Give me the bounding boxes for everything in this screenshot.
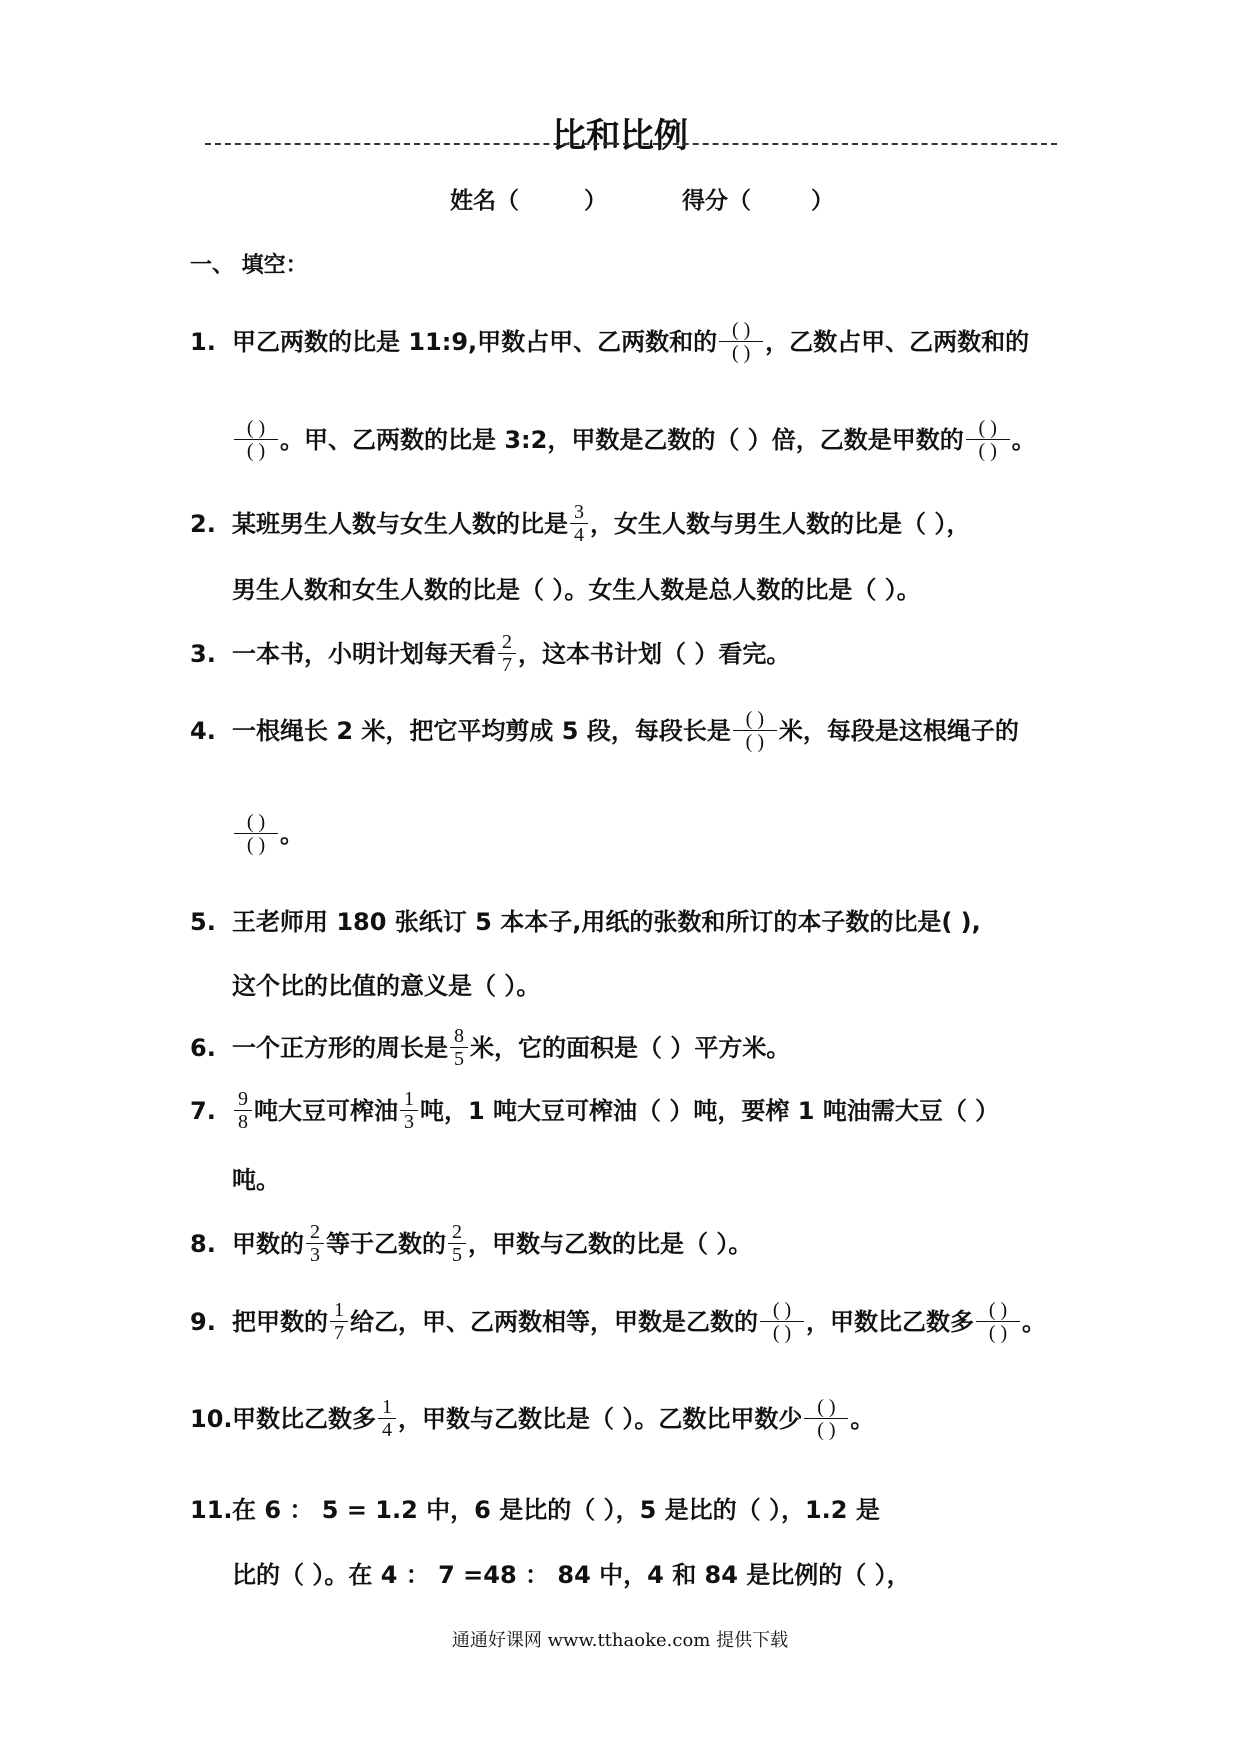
footer-text: 通通好课网 www.tthaoke.com 提供下载 [451, 1630, 789, 1651]
blank-fraction: $\frac{( )}{( )}$ [719, 320, 763, 363]
question-11-line-1: 11. 在 6 ： 5 = 1.2 中，6 是比的（ ），5 是比的（ ），1.2 是 [190, 1496, 880, 1524]
fraction: $\frac{3}{4}$ [570, 502, 588, 545]
score-field-label: 得分（ ） [682, 188, 834, 214]
question-4-line-1: 4. 一根绳长 2 米，把它平均剪成 5 段，每段长是 $\frac{( )}{( )}$ 米，每段是这根绳子的 [190, 708, 1019, 753]
question-2-line-2: 男生人数和女生人数的比是（ ）。女生人数是总人数的比是（ ）。 [232, 576, 921, 604]
question-7-line-1: 7. $\frac{9}{8}$ 吨大豆可榨油 $\frac{1}{3}$ 吨，1 吨大豆可榨油（ ）吨，要榨 1 吨油需大豆（ ） [190, 1088, 1000, 1133]
blank-fraction: $\frac{( )}{( )}$ [234, 812, 278, 855]
blank-fraction: $\frac{( )}{( )}$ [733, 709, 777, 752]
question-5-line-1: 5. 王老师用 180 张纸订 5 本本子,用纸的张数和所订的本子数的比是( ), [190, 908, 981, 936]
blank-fraction: $\frac{( )}{( )}$ [760, 1300, 804, 1343]
blank-fraction: $\frac{( )}{( )}$ [966, 418, 1010, 461]
section-heading: 一、 填空： [190, 253, 308, 278]
fraction: $\frac{1}{3}$ [400, 1089, 418, 1132]
fraction: $\frac{9}{8}$ [234, 1089, 252, 1132]
page-title: 比和比例 [552, 116, 688, 156]
question-10: 10. 甲数比乙数多 $\frac{1}{4}$ ，甲数与乙数比是（ ）。乙数比甲数少 $\frac{( )}{( )}$ 。 [190, 1396, 875, 1441]
blank-fraction: $\frac{( )}{( )}$ [234, 418, 278, 461]
question-9: 9. 把甲数的 $\frac{1}{7}$ 给乙，甲、乙两数相等，甲数是乙数的 $\frac{( )}{( )}$ ，甲数比乙数多 $\frac{( )}{( )}$ 。 [190, 1299, 1046, 1344]
question-8: 8. 甲数的 $\frac{2}{3}$ 等于乙数的 $\frac{2}{5}$ ，甲数与乙数的比是（ ）。 [190, 1221, 753, 1266]
fraction: $\frac{8}{5}$ [450, 1026, 468, 1069]
question-4-line-2: $\frac{( )}{( )}$ 。 [232, 812, 304, 855]
question-6: 6. 一个正方形的周长是 $\frac{8}{5}$ 米，它的面积是（ ）平方米。 [190, 1025, 791, 1070]
question-5-line-2: 这个比的比值的意义是（ ）。 [232, 972, 541, 1000]
question-2-line-1: 2. 某班男生人数与女生人数的比是 $\frac{3}{4}$ ，女生人数与男生人数的比是（ ）， [190, 501, 971, 546]
fraction: $\frac{2}{5}$ [448, 1222, 466, 1265]
title-divider [205, 143, 1057, 145]
blank-fraction: $\frac{( )}{( )}$ [804, 1397, 848, 1440]
name-field-label: 姓名（ ） [450, 188, 607, 214]
question-11-line-2: 比的（ ）。在 4 ： 7 =48 ： 84 中，4 和 84 是比例的（ ）， [232, 1561, 911, 1589]
fraction: $\frac{1}{4}$ [378, 1397, 396, 1440]
fraction: $\frac{2}{3}$ [306, 1222, 324, 1265]
question-3: 3. 一本书，小明计划每天看 $\frac{2}{7}$ ，这本书计划（ ）看完。 [190, 631, 791, 676]
fraction: $\frac{1}{7}$ [330, 1300, 348, 1343]
fraction: $\frac{2}{7}$ [498, 632, 516, 675]
question-1-line-1: 1. 甲乙两数的比是 11:9,甲数占甲、乙两数和的 $\frac{( )}{( )}$ ，乙数占甲、乙两数和的 [190, 319, 1030, 364]
question-1-line-2: $\frac{( )}{( )}$ 。甲、乙两数的比是 3:2，甲数是乙数的（ ）倍，乙数是甲数的 $\frac{( )}{( )}$ 。 [232, 418, 1036, 461]
question-7-line-2: 吨。 [232, 1166, 280, 1194]
blank-fraction: $\frac{( )}{( )}$ [976, 1300, 1020, 1343]
